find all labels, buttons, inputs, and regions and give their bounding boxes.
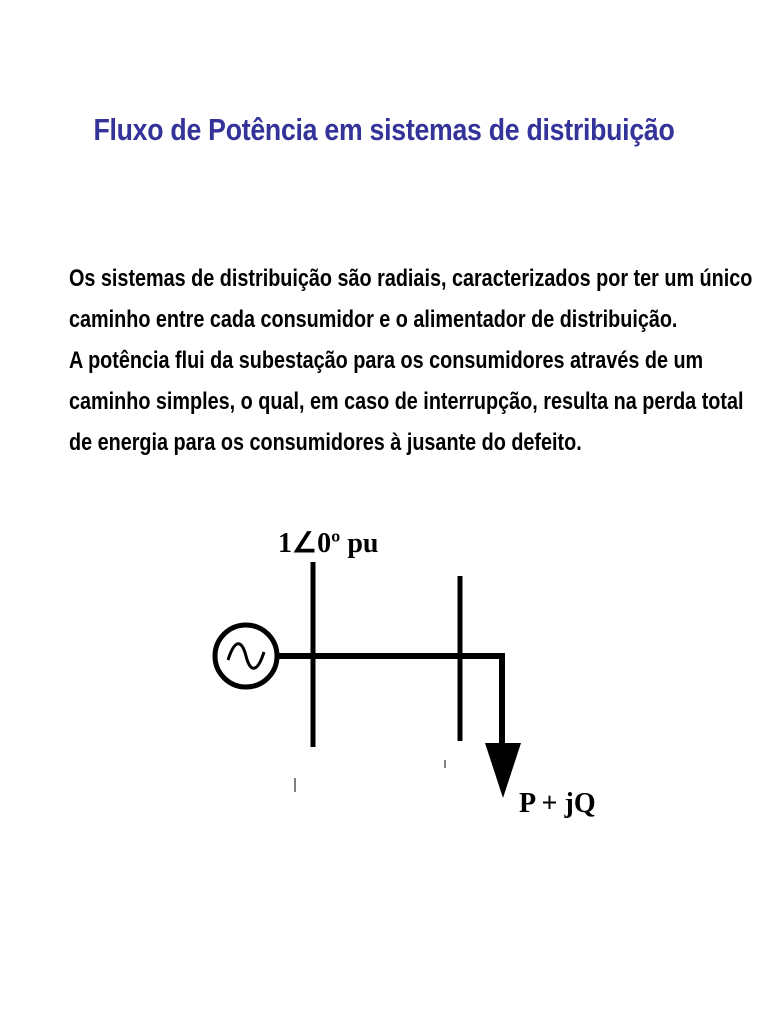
paragraph-line: caminho simples, o qual, em caso de interrupção, resulta na perda total bbox=[69, 388, 744, 415]
load-arrow-icon bbox=[485, 743, 521, 798]
load-label: P + jQ bbox=[519, 788, 596, 819]
paragraph-line: A potência flui da subestação para os consumidores através de um bbox=[69, 347, 704, 374]
source-voltage-label: 1∠0º pu bbox=[278, 528, 379, 559]
sine-wave bbox=[228, 644, 264, 669]
slide-title: Fluxo de Potência em sistemas de distribuição bbox=[93, 112, 675, 147]
ac-source-icon bbox=[215, 625, 277, 687]
paragraph-line: de energia para os consumidores à jusante do defeito. bbox=[69, 429, 582, 456]
paragraph-line: caminho entre cada consumidor e o alimentador de distribuição. bbox=[69, 306, 678, 333]
paragraph-line: Os sistemas de distribuição são radiais, caracterizados por ter um único bbox=[69, 265, 753, 292]
